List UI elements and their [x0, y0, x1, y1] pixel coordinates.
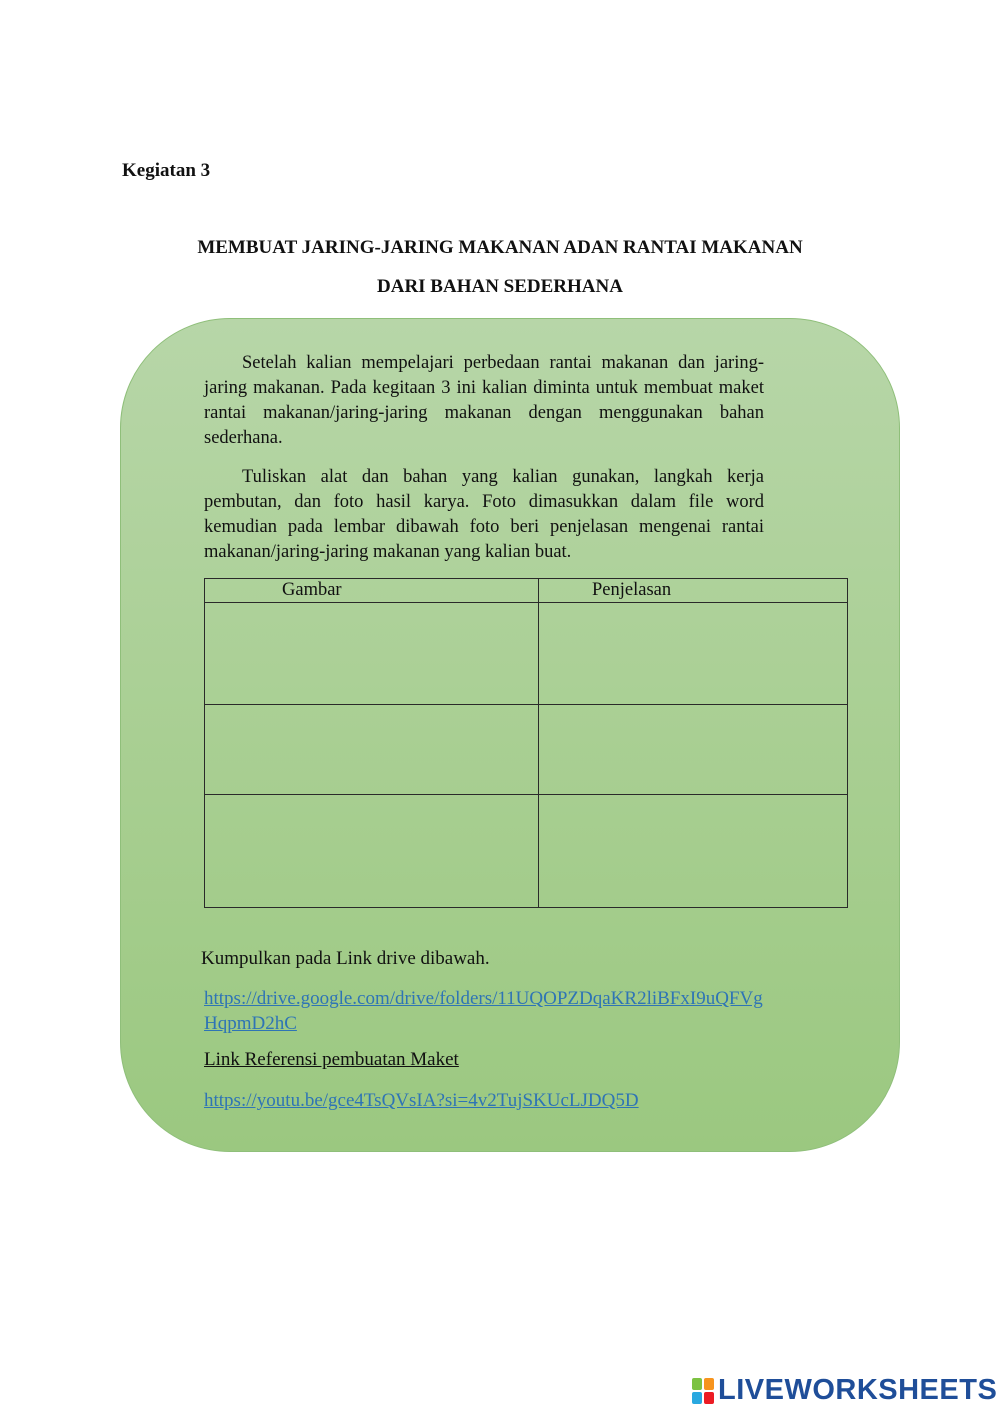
gambar-cell[interactable]: [205, 705, 539, 795]
penjelasan-cell[interactable]: [539, 795, 848, 908]
liveworksheets-brand: [692, 1374, 997, 1407]
table-header-row: [205, 579, 848, 603]
table-row: [205, 795, 848, 908]
header-penjelasan: Penjelasan: [539, 579, 848, 603]
youtube-link[interactable]: https://youtu.be/gce4TsQVsIA?si=4v2TujSKUcLJDQ5D: [204, 1090, 639, 1111]
reference-label: Link Referensi pembuatan Maket: [204, 1049, 459, 1070]
page-title-line-1: MEMBUAT JARING-JARING MAKANAN ADAN RANTAI MAKANAN: [197, 237, 803, 258]
penjelasan-cell[interactable]: [539, 705, 848, 795]
penjelasan-cell[interactable]: [539, 603, 848, 705]
instruction-paragraph-1: Setelah kalian mempelajari perbedaan rantai makanan dan jaring-jaring makanan. Pada kegitaan 3 ini kalian diminta untuk membuat maket rantai makanan/jaring-jaring makanan dengan menggunakan bahan sederhana.: [204, 353, 764, 448]
submission-instruction: Kumpulkan pada Link drive dibawah.: [201, 948, 490, 969]
gambar-cell[interactable]: [205, 795, 539, 908]
table-row: [205, 603, 848, 705]
table-row: [205, 705, 848, 795]
brand-text: LIVEWORKSHEETS: [718, 1374, 998, 1406]
page-title-line-2: DARI BAHAN SEDERHANA: [377, 276, 623, 297]
drive-link[interactable]: https://drive.google.com/drive/folders/11UQOPZDqaKR2liBFxI9uQFVgHqpmD2hC: [204, 988, 763, 1034]
gambar-cell[interactable]: [205, 603, 539, 705]
activity-heading: Kegiatan 3: [122, 160, 211, 181]
answer-table: [204, 578, 848, 908]
instruction-paragraph-2: Tuliskan alat dan bahan yang kalian gunakan, langkah kerja pembutan, dan foto hasil karya. Foto dimasukkan dalam file word kemudian pada lembar dibawah foto beri penjelasan mengenai rantai makanan/jaring-jaring makanan yang kalian buat.: [204, 467, 764, 562]
header-gambar: Gambar: [205, 579, 539, 603]
liveworksheets-logo-icon: [692, 1378, 714, 1404]
